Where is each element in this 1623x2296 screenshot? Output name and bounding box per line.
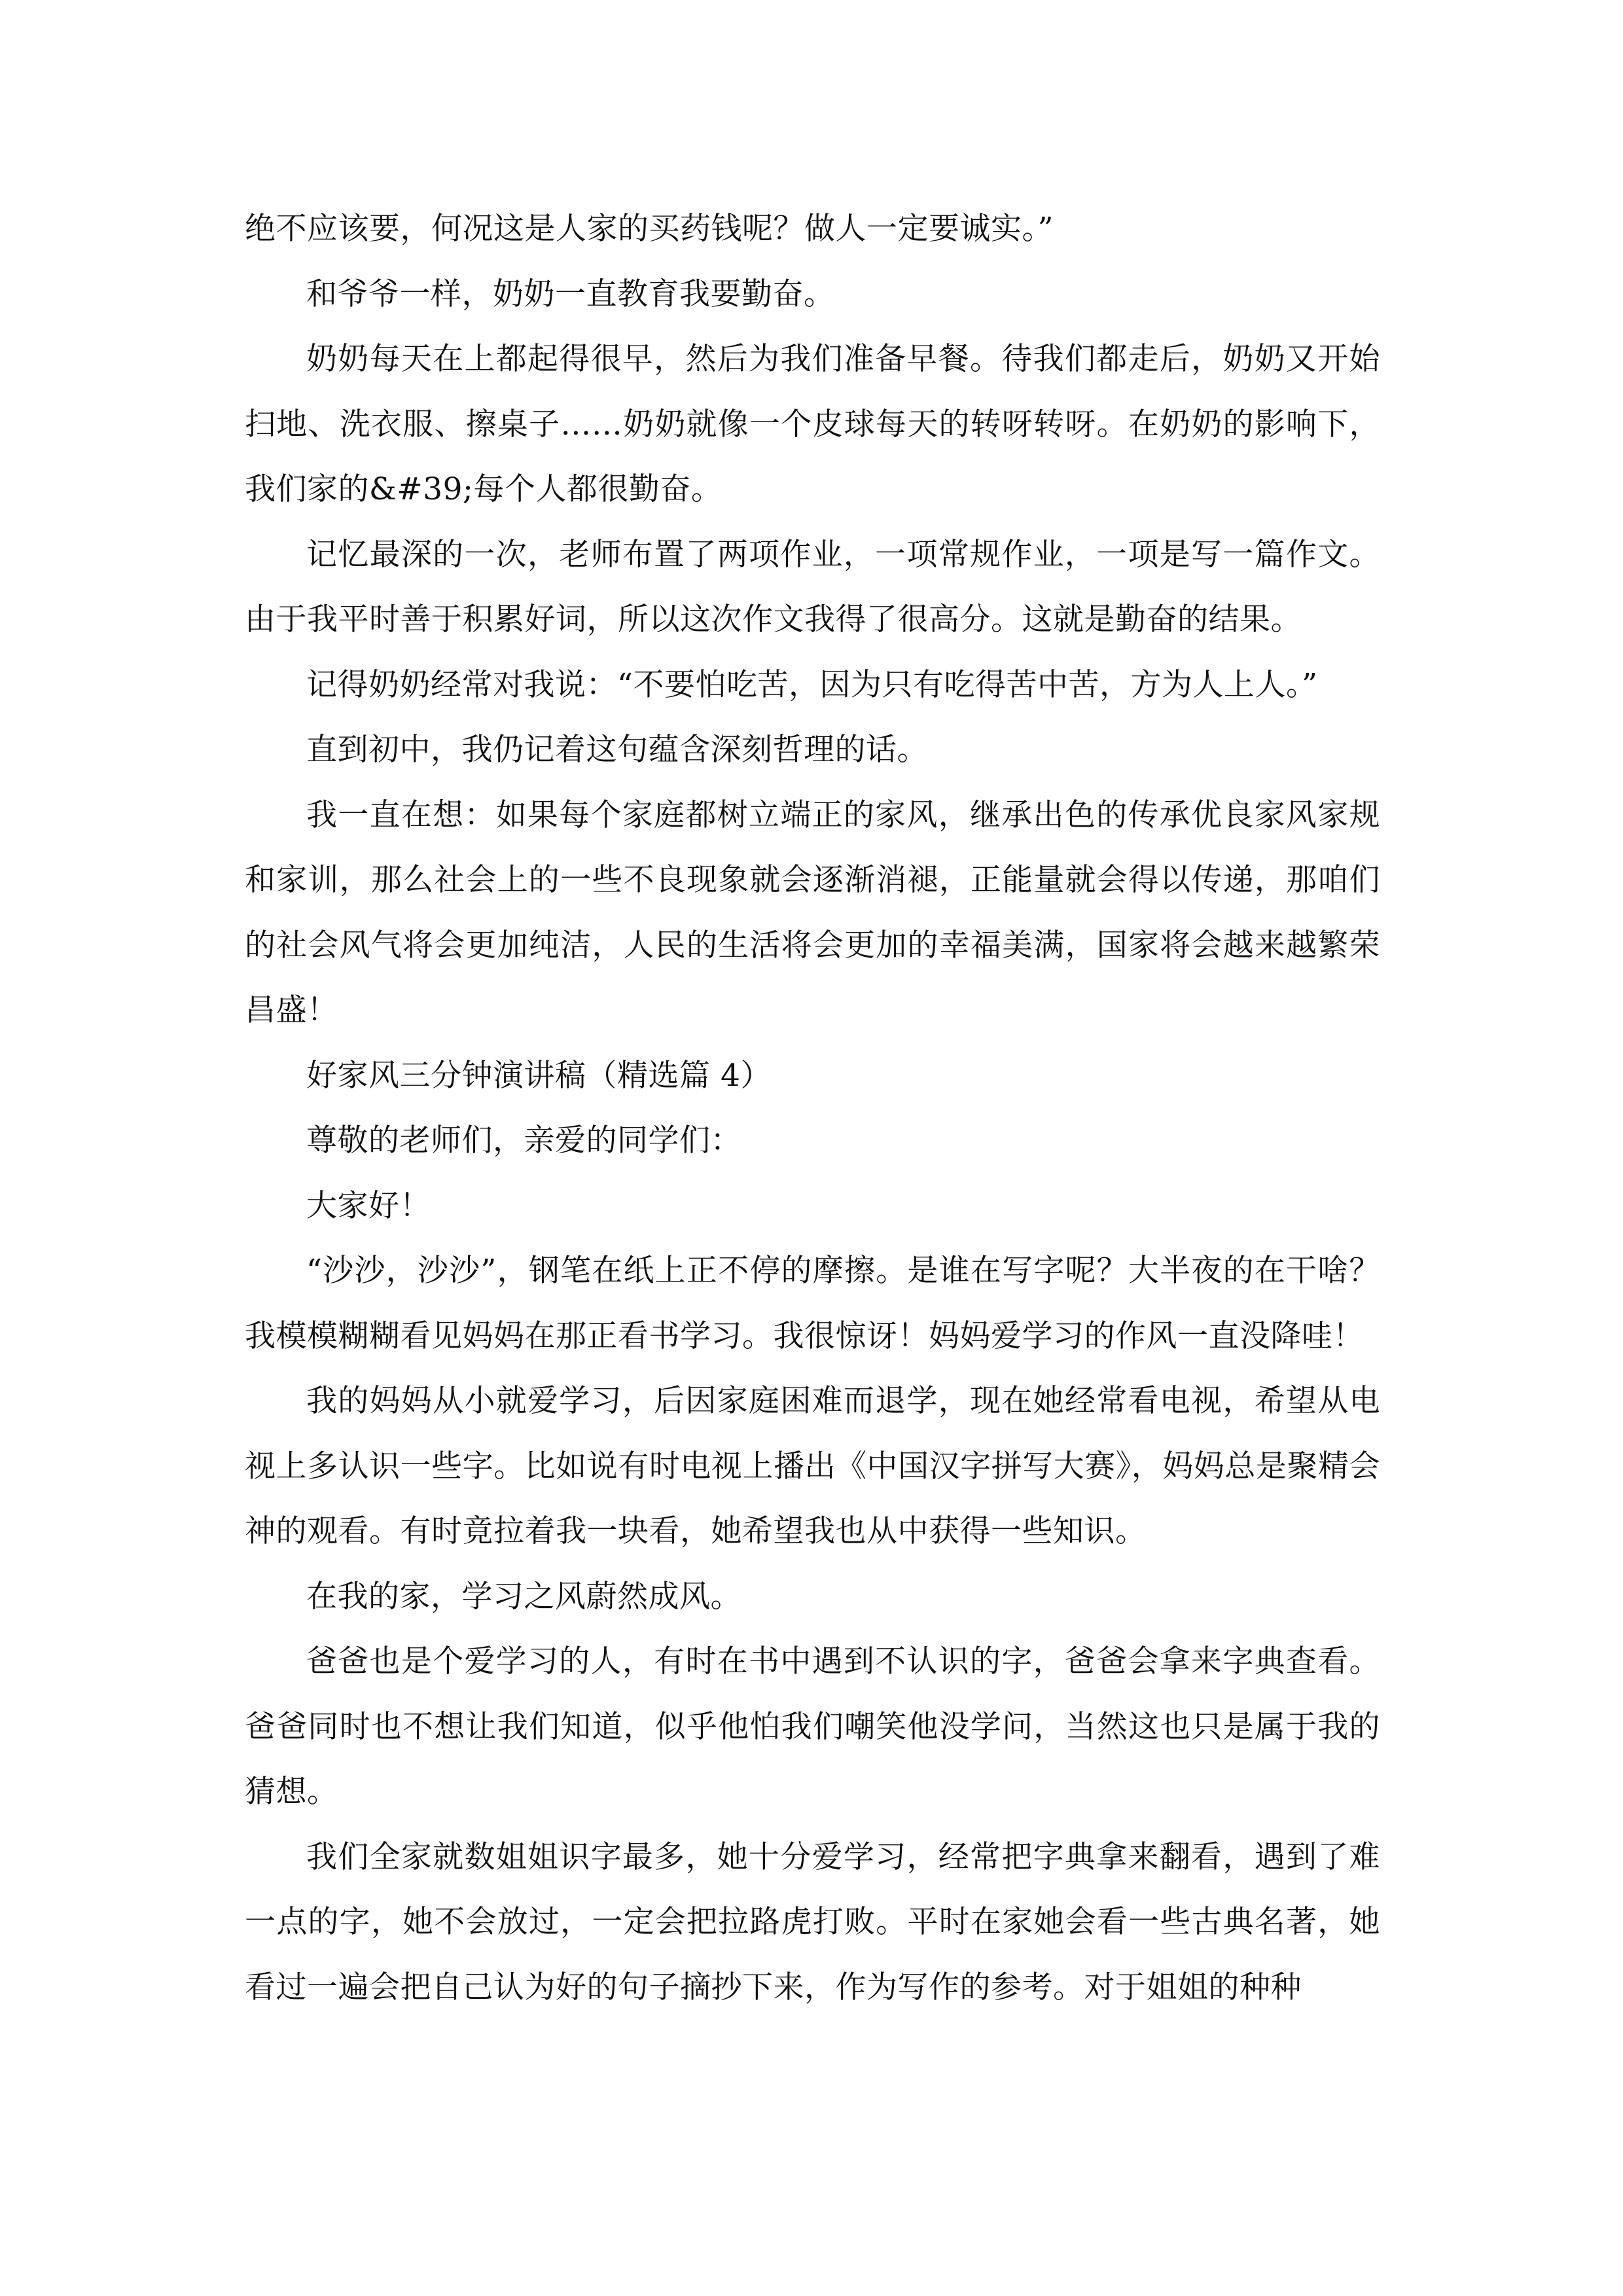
paragraph: 爸爸也是个爱学习的人，有时在书中遇到不认识的字，爸爸会拿来字典查看。爸爸同时也不想让我们知道，似乎他怕我们嘲笑他没学问，当然这也只是属于我的猜想。 [245,1643,1380,1810]
section-title: 好家风三分钟演讲稿（精选篇 4） [306,1057,772,1094]
paragraph-continuation: 绝不应该要，何况这是人家的买药钱呢？做人一定要诚实。” [245,211,1054,247]
paragraph: 记得奶奶经常对我说：“不要怕吃苦，因为只有吃得苦中苦，方为人上人。” [306,666,1318,703]
document-body [245,196,1380,2020]
paragraph: 我的妈妈从小就爱学习，后因家庭困难而退学，现在她经常看电视，希望从电视上多认识一些字。比如说有时电视上播出《中国汉字拼写大赛》，妈妈总是聚精会神的观看。有时竟拉着我一块看，她希望我也从中获得一些知识。 [245,1383,1380,1549]
paragraph: 我们全家就数姐姐识字最多，她十分爱学习，经常把字典拿来翻看，遇到了难一点的字，她不会放过，一定会把拉路虎打败。平时在家她会看一些古典名著，她看过一遍会把自己认为好的句子摘抄下来，作为写作的参考。对于姐姐的种种 [245,1839,1380,2005]
paragraph: 我一直在想：如果每个家庭都树立端正的家风，继承出色的传承优良家风家规和家训，那么社会上的一些不良现象就会逐渐消褪，正能量就会得以传递，那咱们的社会风气将会更加纯洁，人民的生活将会更加的幸福美满，国家将会越来越繁荣昌盛！ [245,797,1380,1028]
paragraph: 奶奶每天在上都起得很早，然后为我们准备早餐。待我们都走后，奶奶又开始扫地、洗衣服、擦桌子……奶奶就像一个皮球每天的转呀转呀。在奶奶的影响下，我们家的&#39;每个人都很勤奋。 [245,341,1380,507]
paragraph: “沙沙，沙沙”，钢笔在纸上正不停的摩擦。是谁在写字呢？大半夜的在干啥？我模模糊糊看见妈妈在那正看书学习。我很惊讶！妈妈爱学习的作风一直没降哇！ [245,1253,1380,1354]
paragraph: 在我的家，学习之风蔚然成风。 [306,1578,741,1615]
paragraph: 直到初中，我仍记着这句蕴含深刻哲理的话。 [306,732,928,768]
greeting: 大家好！ [306,1187,431,1224]
salutation: 尊敬的老师们，亲爱的同学们： [306,1122,741,1158]
paragraph: 记忆最深的一次，老师布置了两项作业，一项常规作业，一项是写一篇作文。由于我平时善于积累好词，所以这次作文我得了很高分。这就是勤奋的结果。 [245,536,1380,637]
paragraph: 和爷爷一样，奶奶一直教育我要勤奋。 [306,276,835,312]
